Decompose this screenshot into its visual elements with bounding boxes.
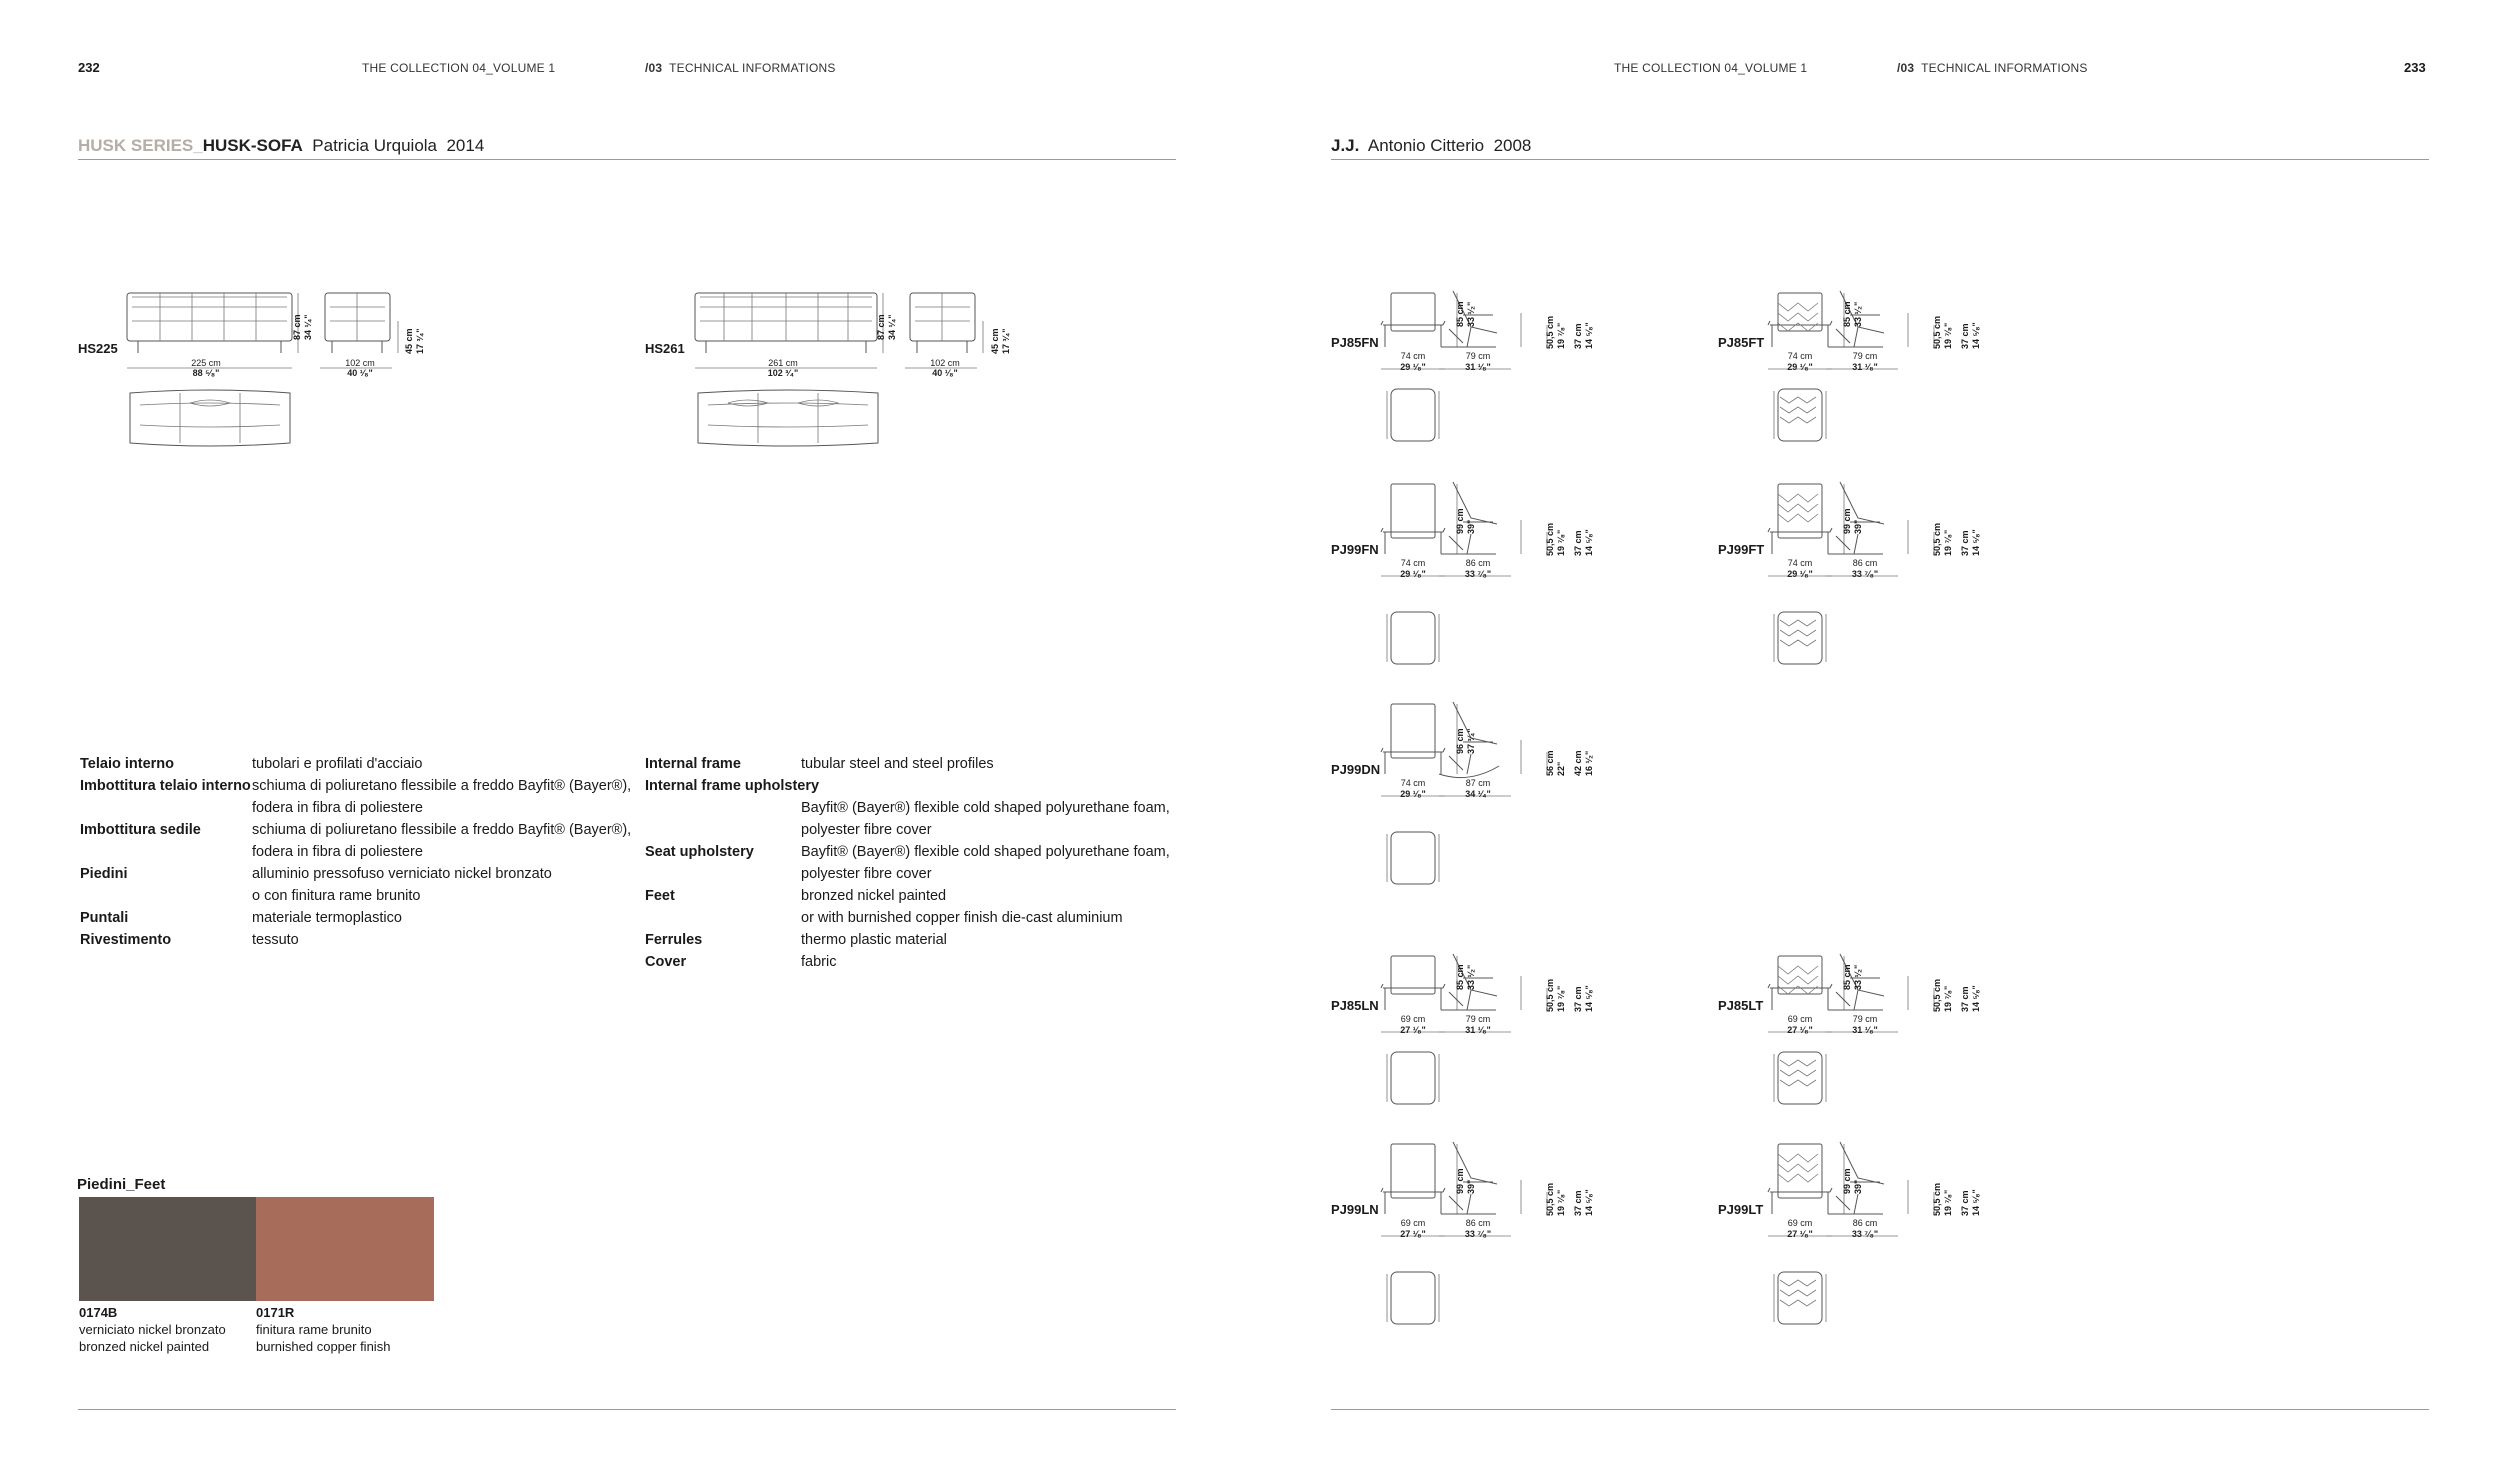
- spec-value: tubolari e profilati d'acciaio: [252, 756, 423, 772]
- product-code-hs261: HS261: [645, 341, 685, 356]
- chair-depth-in: 34 ¹⁄₄": [1465, 789, 1491, 799]
- chair-height-cm: 99 cm: [1455, 1168, 1465, 1194]
- spec-label: Seat upholstery: [645, 844, 754, 860]
- chair-width-in: 27 ¹⁄₈": [1787, 1229, 1813, 1239]
- chair-block: [1718, 492, 2098, 692]
- right-footer-rule: [1331, 1409, 2429, 1410]
- chair-height-in: 39": [1466, 519, 1476, 534]
- right-section-number: /03: [1897, 61, 1915, 75]
- spec-line: fodera in fibra di poliestere: [252, 844, 423, 860]
- swatch-0174b-label: [79, 1304, 226, 1355]
- chair-drawing: [1331, 1152, 1711, 1352]
- spec-label: Feet: [645, 888, 675, 904]
- chair-depth-cm: 79 cm: [1852, 351, 1878, 361]
- specs-english: [645, 753, 1185, 973]
- chair-height-in: 37 ³⁄₄": [1466, 728, 1476, 754]
- spec-line: schiuma di poliuretano flessibile a freddo Bayfit® (Bayer®),: [252, 778, 632, 794]
- chair-width-in: 29 ¹⁄₈": [1787, 569, 1813, 579]
- hs225-height-cm: 87 cm: [292, 314, 302, 340]
- chair-height-cm: 85 cm: [1842, 301, 1852, 327]
- spec-line: o con finitura rame brunito: [252, 888, 421, 904]
- left-section-number: /03: [645, 61, 663, 75]
- specs-italian: [80, 753, 640, 951]
- chair-depth-cm: 79 cm: [1852, 1014, 1878, 1024]
- chair-depth-in: 31 ¹⁄₈": [1465, 1025, 1491, 1035]
- chair-depth-in: 33 ⁷⁄₈": [1464, 1229, 1492, 1239]
- spec-value: tessuto: [252, 932, 299, 948]
- swatch-code: 0174B: [79, 1305, 118, 1320]
- chair-seat-height-in: 22": [1556, 761, 1566, 776]
- spec-line: Bayfit® (Bayer®) flexible cold shaped polyurethane foam,: [801, 844, 1170, 860]
- chair-seat-height-in: 19 ⁷⁄₈": [1943, 985, 1953, 1012]
- hs261-height-in: 34 ¹⁄₄": [887, 314, 897, 340]
- hs261-width: [743, 358, 823, 378]
- chair-depth-cm: 86 cm: [1852, 1218, 1878, 1228]
- chair-depth-in: 31 ¹⁄₈": [1465, 362, 1491, 372]
- chair-block: [1331, 712, 1711, 912]
- product-name: J.J.: [1331, 136, 1360, 155]
- chair-depth-cm: 86 cm: [1852, 558, 1878, 568]
- chair-height-in: 39": [1466, 1179, 1476, 1194]
- chair-drawing: [1718, 492, 2098, 692]
- chair-depth-in: 33 ⁷⁄₈": [1851, 1229, 1879, 1239]
- right-section-header: [1897, 61, 2088, 75]
- chair-seat-height-cm: 50,5 cm: [1932, 1182, 1942, 1216]
- hs225-width-cm: 225 cm: [191, 358, 221, 368]
- spec-row: [80, 863, 640, 907]
- chair-width-cm: 74 cm: [1400, 351, 1426, 361]
- chair-arm-height-in: 14 ⁵⁄₈": [1971, 1189, 1981, 1216]
- chair-code: PJ85FN: [1331, 335, 1379, 350]
- chair-arm-height-cm: 37 cm: [1960, 1190, 1970, 1216]
- chair-arm-height-in: 14 ⁵⁄₈": [1584, 1189, 1594, 1216]
- hs225-seat-in: 17 ³⁄₄": [415, 328, 425, 354]
- spec-value: materiale termoplastico: [252, 910, 402, 926]
- designer-name: Antonio Citterio: [1367, 136, 1485, 155]
- chair-arm-height-in: 14 ⁵⁄₈": [1971, 985, 1981, 1012]
- chair-seat-height-in: 19 ⁷⁄₈": [1556, 1189, 1566, 1216]
- chair-code: PJ99LN: [1331, 1202, 1379, 1217]
- sofa-hs261-drawing: [688, 285, 1018, 475]
- spec-line: polyester fibre cover: [801, 822, 932, 838]
- chair-arm-height-cm: 37 cm: [1960, 530, 1970, 556]
- chair-block: [1718, 1152, 2098, 1352]
- chair-seat-height-cm: 50,5 cm: [1545, 978, 1555, 1012]
- designer-name: Patricia Urquiola: [312, 136, 438, 155]
- chair-code: PJ85FT: [1718, 335, 1765, 350]
- spec-value: thermo plastic material: [801, 932, 947, 948]
- left-title-rule: [78, 159, 1176, 160]
- hs261-seat-in: 17 ³⁄₄": [1001, 328, 1011, 354]
- chair-code: PJ99LT: [1718, 1202, 1764, 1217]
- chair-width-in: 29 ¹⁄₈": [1400, 569, 1426, 579]
- spec-label: Imbottitura telaio interno: [80, 778, 251, 794]
- chair-arm-height-in: 16 ¹⁄₂": [1584, 750, 1594, 776]
- chair-drawing: [1718, 1152, 2098, 1352]
- chair-seat-height-cm: 50,5 cm: [1545, 1182, 1555, 1216]
- hs261-width-in: 102 ³⁄₄": [767, 368, 799, 378]
- chair-depth-cm: 87 cm: [1465, 778, 1491, 788]
- chair-seat-height-in: 19 ⁷⁄₈": [1556, 529, 1566, 556]
- series-name: HUSK SERIES_: [78, 136, 203, 155]
- chair-width-cm: 74 cm: [1787, 558, 1813, 568]
- spec-label: Puntali: [80, 910, 129, 926]
- swatch-en: burnished copper finish: [256, 1339, 391, 1354]
- chair-height-in: 33 ¹⁄₂": [1853, 301, 1863, 327]
- chair-arm-height-in: 14 ⁵⁄₈": [1971, 529, 1981, 556]
- spec-label: Internal frame upholstery: [645, 778, 820, 794]
- chair-width-in: 29 ¹⁄₈": [1400, 362, 1426, 372]
- chair-arm-height-in: 14 ⁵⁄₈": [1584, 529, 1594, 556]
- chair-depth-in: 33 ⁷⁄₈": [1851, 569, 1879, 579]
- chair-height-cm: 99 cm: [1842, 508, 1852, 534]
- swatch-0171r-label: [256, 1304, 390, 1355]
- chair-arm-height-in: 14 ⁵⁄₈": [1584, 985, 1594, 1012]
- chair-height-in: 39": [1853, 1179, 1863, 1194]
- spec-row: [80, 907, 640, 929]
- right-collection-title: THE COLLECTION 04_VOLUME 1: [1614, 61, 1808, 75]
- chair-seat-height-in: 19 ⁷⁄₈": [1943, 322, 1953, 349]
- spec-row: [645, 797, 1185, 841]
- chair-width-in: 29 ¹⁄₈": [1787, 362, 1813, 372]
- chair-seat-height-cm: 50,5 cm: [1545, 522, 1555, 556]
- chair-height-cm: 85 cm: [1455, 301, 1465, 327]
- chair-seat-height-cm: 50,5 cm: [1932, 978, 1942, 1012]
- chair-height-cm: 85 cm: [1842, 964, 1852, 990]
- chair-seat-height-cm: 50,5 cm: [1932, 315, 1942, 349]
- hs261-depth: [905, 358, 985, 378]
- swatch-it: verniciato nickel bronzato: [79, 1322, 226, 1337]
- left-collection-title: THE COLLECTION 04_VOLUME 1: [362, 61, 556, 75]
- hs261-width-cm: 261 cm: [768, 358, 798, 368]
- spec-label: Ferrules: [645, 932, 703, 948]
- chair-seat-height-in: 19 ⁷⁄₈": [1943, 1189, 1953, 1216]
- left-page-title: [78, 136, 484, 156]
- chair-width-in: 27 ¹⁄₈": [1400, 1025, 1426, 1035]
- spec-line: Bayfit® (Bayer®) flexible cold shaped polyurethane foam,: [801, 800, 1170, 816]
- swatch-burnished-copper: [256, 1197, 434, 1301]
- chair-width-in: 27 ¹⁄₈": [1787, 1025, 1813, 1035]
- chair-height-in: 33 ¹⁄₂": [1853, 964, 1863, 990]
- chair-arm-height-cm: 37 cm: [1960, 986, 1970, 1012]
- spec-line: or with burnished copper finish die-cast aluminium: [801, 910, 1123, 926]
- spec-value: [801, 841, 1170, 885]
- chair-height-cm: 96 cm: [1455, 728, 1465, 754]
- spec-label: Cover: [645, 954, 687, 970]
- chair-height-in: 33 ¹⁄₂": [1466, 301, 1476, 327]
- design-year: 2014: [446, 136, 485, 155]
- chair-block: [1718, 285, 2098, 485]
- spec-row: [645, 929, 1185, 951]
- chair-block: [1331, 1152, 1711, 1352]
- left-section-title: TECHNICAL INFORMATIONS: [669, 61, 836, 75]
- spec-row: [645, 885, 1185, 929]
- chair-depth-cm: 79 cm: [1465, 1014, 1491, 1024]
- chair-width-cm: 69 cm: [1787, 1218, 1813, 1228]
- spec-label: Imbottitura sedile: [80, 822, 201, 838]
- chair-seat-height-cm: 50,5 cm: [1932, 522, 1942, 556]
- spec-row: [645, 841, 1185, 885]
- chair-drawing: [1331, 712, 1711, 912]
- spec-label: Internal frame: [645, 756, 741, 772]
- spec-line: schiuma di poliuretano flessibile a freddo Bayfit® (Bayer®),: [252, 822, 632, 838]
- spec-line: bronzed nickel painted: [801, 888, 947, 904]
- chair-width-in: 27 ¹⁄₈": [1400, 1229, 1426, 1239]
- hs225-seat-cm: 45 cm: [404, 328, 414, 354]
- hs261-seat-cm: 45 cm: [990, 328, 1000, 354]
- spec-value: fabric: [801, 954, 837, 970]
- spec-line: polyester fibre cover: [801, 866, 932, 882]
- hs225-width-in: 88 ⁵⁄₈": [192, 368, 220, 378]
- spec-label: Piedini: [80, 866, 128, 882]
- chair-drawing: [1331, 492, 1711, 692]
- swatch-bronzed-nickel: [79, 1197, 256, 1301]
- design-year: 2008: [1493, 136, 1532, 155]
- left-footer-rule: [78, 1409, 1176, 1410]
- chair-depth-in: 33 ⁷⁄₈": [1464, 569, 1492, 579]
- swatch-it: finitura rame brunito: [256, 1322, 372, 1337]
- chair-depth-cm: 86 cm: [1465, 558, 1491, 568]
- chair-seat-height-cm: 50,5 cm: [1545, 315, 1555, 349]
- chair-code: PJ99FT: [1718, 542, 1765, 557]
- hs261-height-cm: 87 cm: [876, 314, 886, 340]
- chair-depth-cm: 79 cm: [1465, 351, 1491, 361]
- chair-width-cm: 74 cm: [1400, 778, 1426, 788]
- spec-value: [801, 885, 1123, 929]
- spec-value: [252, 819, 631, 863]
- spec-value: tubular steel and steel profiles: [801, 756, 994, 772]
- chair-width-cm: 74 cm: [1787, 351, 1813, 361]
- chair-seat-height-cm: 56 cm: [1545, 750, 1555, 776]
- spec-row: [80, 929, 640, 951]
- right-page-number: 233: [2404, 60, 2426, 75]
- chair-drawing: [1718, 285, 2098, 485]
- spec-line: fodera in fibra di poliestere: [252, 800, 423, 816]
- chair-arm-height-in: 14 ⁵⁄₈": [1584, 322, 1594, 349]
- chair-arm-height-cm: 37 cm: [1573, 530, 1583, 556]
- chair-depth-cm: 86 cm: [1465, 1218, 1491, 1228]
- spec-label: Telaio interno: [80, 756, 174, 772]
- chair-depth-in: 31 ¹⁄₈": [1852, 362, 1878, 372]
- chair-height-in: 33 ¹⁄₂": [1466, 964, 1476, 990]
- chair-height-cm: 99 cm: [1842, 1168, 1852, 1194]
- spec-value: [252, 863, 552, 907]
- hs225-height-in: 34 ¹⁄₄": [303, 314, 313, 340]
- spec-label: Rivestimento: [80, 932, 172, 948]
- left-section-header: [645, 61, 836, 75]
- hs225-width: [166, 358, 246, 378]
- spec-row: [645, 753, 1185, 775]
- chair-height-cm: 85 cm: [1455, 964, 1465, 990]
- chair-seat-height-in: 19 ⁷⁄₈": [1556, 985, 1566, 1012]
- product-code-hs225: HS225: [78, 341, 118, 356]
- chair-code: PJ85LN: [1331, 998, 1379, 1013]
- chair-drawing: [1718, 948, 2098, 1148]
- sofa-hs225-drawing: [120, 285, 440, 475]
- right-section-title: TECHNICAL INFORMATIONS: [1921, 61, 2088, 75]
- hs261-depth-cm: 102 cm: [930, 358, 960, 368]
- chair-drawing: [1331, 285, 1711, 485]
- spec-label: [645, 797, 801, 841]
- chair-block: [1331, 492, 1711, 692]
- chair-drawing: [1331, 948, 1711, 1148]
- chair-width-in: 29 ¹⁄₈": [1400, 789, 1426, 799]
- right-title-rule: [1331, 159, 2429, 160]
- chair-arm-height-in: 14 ⁵⁄₈": [1971, 322, 1981, 349]
- spec-row: [645, 951, 1185, 973]
- spec-row: [645, 775, 1185, 797]
- left-page-number: 232: [78, 60, 100, 75]
- chair-width-cm: 74 cm: [1400, 558, 1426, 568]
- chair-width-cm: 69 cm: [1400, 1218, 1426, 1228]
- chair-width-cm: 69 cm: [1400, 1014, 1426, 1024]
- spec-row: [80, 819, 640, 863]
- chair-arm-height-cm: 37 cm: [1960, 323, 1970, 349]
- chair-code: PJ85LT: [1718, 998, 1764, 1013]
- swatch-en: bronzed nickel painted: [79, 1339, 210, 1354]
- chair-height-cm: 99 cm: [1455, 508, 1465, 534]
- chair-arm-height-cm: 37 cm: [1573, 986, 1583, 1012]
- spec-line: alluminio pressofuso verniciato nickel bronzato: [252, 866, 552, 882]
- chair-seat-height-in: 19 ⁷⁄₈": [1556, 322, 1566, 349]
- hs225-depth-cm: 102 cm: [345, 358, 375, 368]
- spec-row: [80, 753, 640, 775]
- chair-block: [1331, 948, 1711, 1148]
- chair-code: PJ99FN: [1331, 542, 1379, 557]
- spec-value: [252, 775, 631, 819]
- chair-height-in: 39": [1853, 519, 1863, 534]
- chair-seat-height-in: 19 ⁷⁄₈": [1943, 529, 1953, 556]
- chair-arm-height-cm: 37 cm: [1573, 1190, 1583, 1216]
- hs225-depth: [320, 358, 400, 378]
- hs261-depth-in: 40 ¹⁄₈": [932, 368, 958, 378]
- chair-width-cm: 69 cm: [1787, 1014, 1813, 1024]
- hs225-depth-in: 40 ¹⁄₈": [347, 368, 373, 378]
- spec-value: [801, 797, 1170, 841]
- chair-depth-in: 31 ¹⁄₈": [1852, 1025, 1878, 1035]
- spec-row: [80, 775, 640, 819]
- chair-arm-height-cm: 37 cm: [1573, 323, 1583, 349]
- chair-code: PJ99DN: [1331, 762, 1381, 777]
- feet-heading: Piedini_Feet: [77, 1176, 166, 1193]
- swatch-code: 0171R: [256, 1305, 295, 1320]
- chair-block: [1331, 285, 1711, 485]
- right-page-title: [1331, 136, 1531, 156]
- product-name: HUSK-SOFA: [202, 136, 303, 155]
- chair-block: [1718, 948, 2098, 1148]
- chair-arm-height-cm: 42 cm: [1573, 750, 1583, 776]
